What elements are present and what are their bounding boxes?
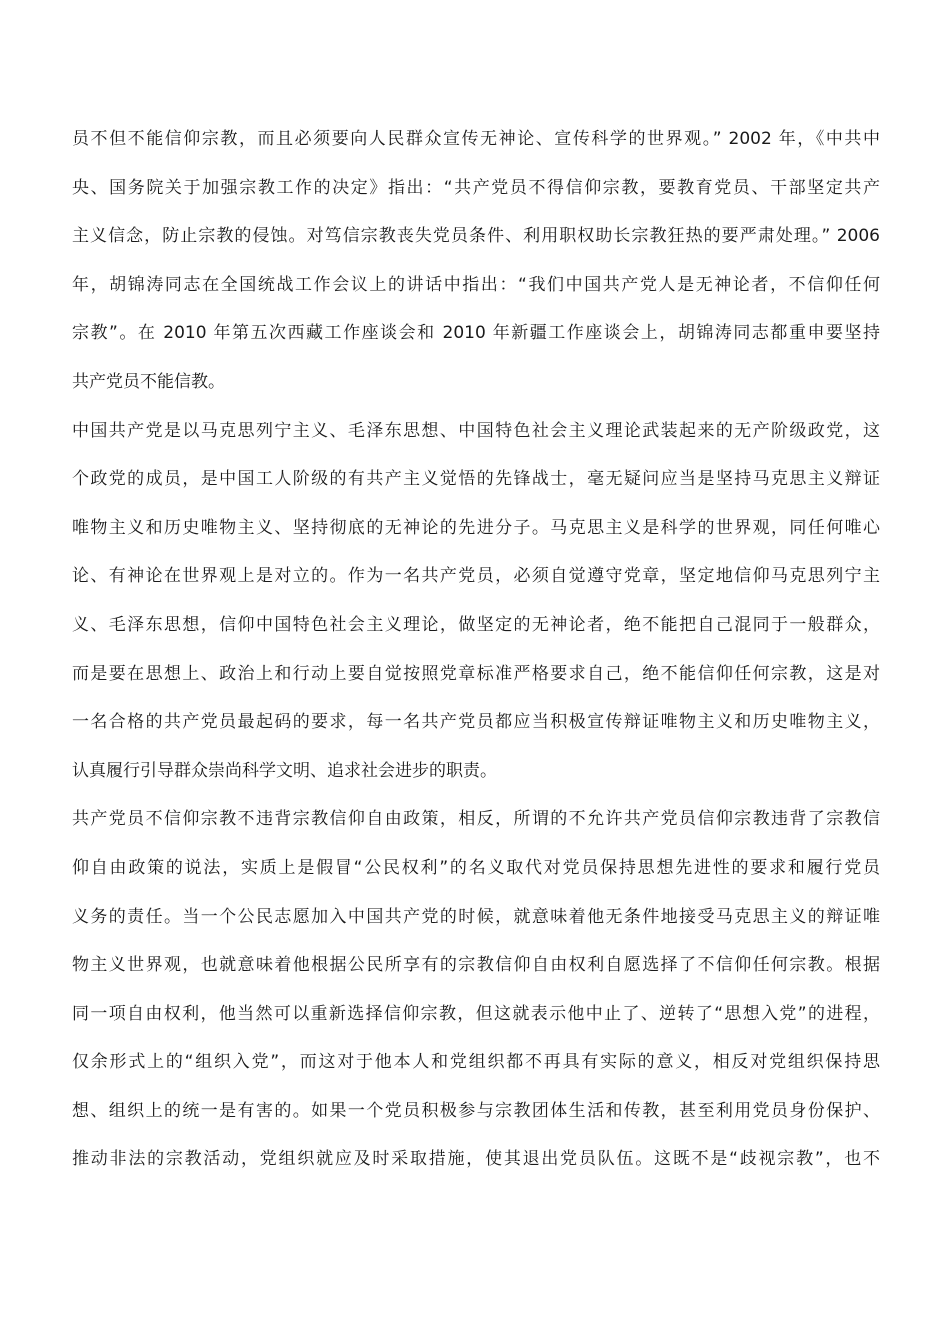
text-line: 义务的责任。当一个公民志愿加入中国共产党的时候，就意味着他无条件地接受马克思主义的辩证唯 <box>72 906 880 927</box>
text-line: 同一项自由权利，他当然可以重新选择信仰宗教，但这就表示他中止了、逆转了“思想入党”的进程， <box>72 1003 880 1024</box>
text-line: 年，胡锦涛同志在全国统战工作会议上的讲话中指出：“我们中国共产党人是无神论者，不信仰任何 <box>72 274 880 295</box>
text-line: 仅余形式上的“组织入党”，而这对于他本人和党组织都不再具有实际的意义，相反对党组织保持思 <box>72 1052 880 1073</box>
text-line: 主义信念，防止宗教的侵蚀。对笃信宗教丧失党员条件、利用职权助长宗教狂热的要严肃处理。” 2006 <box>72 226 880 247</box>
text-line: 物主义世界观，也就意味着他根据公民所享有的宗教信仰自由权利自愿选择了不信仰任何宗教。根据 <box>72 955 880 976</box>
text-line: 认真履行引导群众崇尚科学文明、追求社会进步的职责。 <box>72 760 497 781</box>
paragraph-3 <box>72 800 880 1189</box>
text-line: 而是要在思想上、政治上和行动上要自觉按照党章标准严格要求自己，绝不能信仰任何宗教，这是对 <box>72 663 880 684</box>
text-line: 央、国务院关于加强宗教工作的决定》指出：“共产党员不得信仰宗教，要教育党员、干部坚定共产 <box>72 177 880 198</box>
paragraph-2 <box>72 412 880 801</box>
text-line: 唯物主义和历史唯物主义、坚持彻底的无神论的先进分子。马克思主义是科学的世界观，同任何唯心 <box>72 517 880 538</box>
text-line: 中国共产党是以马克思列宁主义、毛泽东思想、中国特色社会主义理论武装起来的无产阶级政党，这 <box>72 420 880 441</box>
text-line: 论、有神论在世界观上是对立的。作为一名共产党员，必须自觉遵守党章，坚定地信仰马克思列宁主 <box>72 566 880 587</box>
text-line: 义、毛泽东思想，信仰中国特色社会主义理论，做坚定的无神论者，绝不能把自己混同于一般群众， <box>72 614 880 635</box>
text-line: 一名合格的共产党员最起码的要求，每一名共产党员都应当积极宣传辩证唯物主义和历史唯物主义， <box>72 712 880 733</box>
text-line: 共产党员不能信教。 <box>72 371 225 392</box>
text-line: 共产党员不信仰宗教不违背宗教信仰自由政策，相反，所谓的不允许共产党员信仰宗教违背了宗教信 <box>72 809 880 830</box>
document-body <box>72 120 880 1189</box>
text-line: 员不但不能信仰宗教，而且必须要向人民群众宣传无神论、宣传科学的世界观。” 2002 年，《中共中 <box>72 129 880 149</box>
text-line: 想、组织上的统一是有害的。如果一个党员积极参与宗教团体生活和传教，甚至利用党员身份保护、 <box>72 1100 880 1121</box>
text-line: 宗教”。在 2010 年第五次西藏工作座谈会和 2010 年新疆工作座谈会上，胡锦涛同志都重申要坚持 <box>72 323 880 344</box>
text-line: 个政党的成员，是中国工人阶级的有共产主义觉悟的先锋战士，毫无疑问应当是坚持马克思主义辩证 <box>72 469 880 490</box>
paragraph-1 <box>72 120 880 412</box>
text-line: 仰自由政策的说法，实质上是假冒“公民权利”的名义取代对党员保持思想先进性的要求和履行党员 <box>72 857 880 878</box>
text-line: 推动非法的宗教活动，党组织就应及时采取措施，使其退出党员队伍。这既不是“歧视宗教”，也不 <box>72 1149 880 1170</box>
